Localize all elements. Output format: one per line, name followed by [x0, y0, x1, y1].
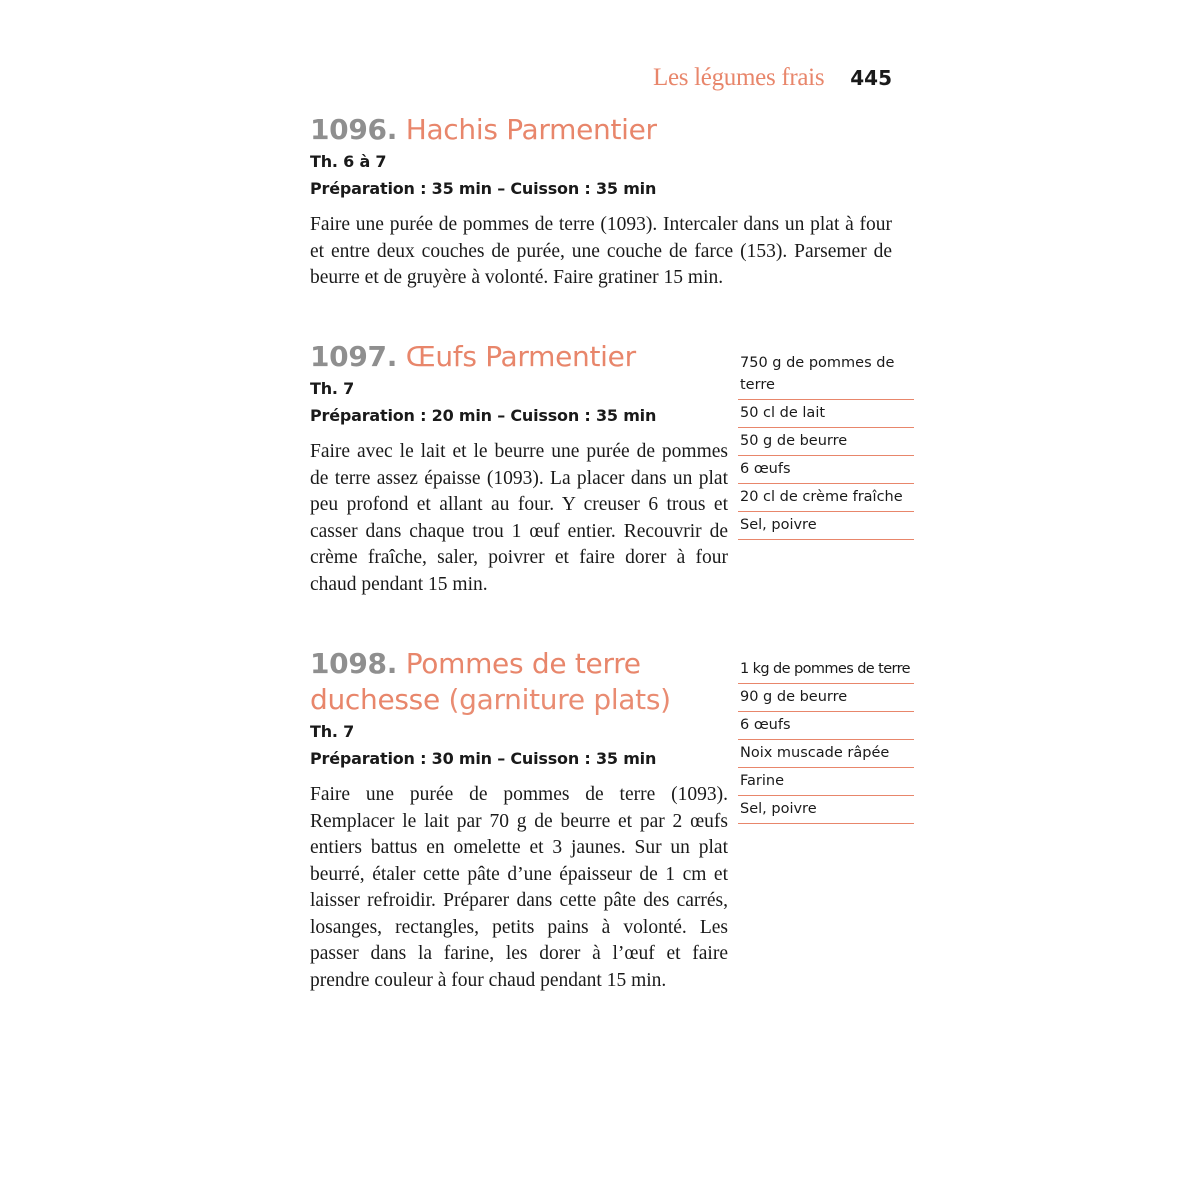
ingredient-item: 6 œufs: [738, 456, 914, 484]
recipe-number: 1097.: [310, 340, 398, 373]
recipe-title: [310, 646, 728, 718]
prep-cook-times: Préparation : 30 min – Cuisson : 35 min: [310, 749, 657, 768]
recipe-1097: [310, 339, 728, 598]
section-title: Les légumes frais: [653, 64, 825, 91]
ingredient-item: 20 cl de crème fraîche: [738, 484, 914, 512]
recipe-number: 1098.: [310, 647, 398, 680]
oven-setting: Th. 7: [310, 722, 355, 741]
oven-setting: Th. 6 à 7: [310, 152, 387, 171]
ingredient-item: Farine: [738, 768, 914, 796]
ingredient-item: 50 g de beurre: [738, 428, 914, 456]
recipe-instructions: Faire une purée de pommes de terre (1093). Remplacer le lait par 70 g de beurre et par 2 œufs entiers battus en omelette et 3 jaunes. Sur un plat beurré, étaler cette pâte d’une épaisseur de 1 cm et laisser refroidir. Préparer dans cette pâte des carrés, losanges, rectangles, petits pains à volonté. Les passer dans la farine, les dorer à l’œuf et faire prendre couleur à four chaud pendant 15 min.: [310, 784, 728, 991]
prep-cook-times: Préparation : 20 min – Cuisson : 35 min: [310, 406, 657, 425]
ingredient-list-1098: [738, 656, 914, 824]
running-head: [560, 64, 892, 92]
recipe-title: [310, 112, 892, 148]
recipe-1096: [310, 112, 892, 292]
page-number: 445: [850, 66, 892, 90]
recipe-name: Œufs Parmentier: [405, 340, 636, 373]
recipe-instructions: Faire une purée de pommes de terre (1093). Intercaler dans un plat à four et entre deux couches de purée, une couche de farce (153). Parsemer de beurre et de gruyère à volonté. Faire gratiner 15 min.: [310, 214, 892, 288]
ingredient-item: 6 œufs: [738, 712, 914, 740]
ingredient-list-1097: [738, 350, 914, 540]
recipe-number: 1096.: [310, 113, 398, 146]
ingredient-item: 50 cl de lait: [738, 400, 914, 428]
recipe-name: Pommes de terre duchesse: [310, 647, 641, 716]
recipe-name: Hachis Parmentier: [405, 113, 657, 146]
ingredient-item: Sel, poivre: [738, 512, 914, 540]
ingredient-item: 750 g de pommes de terre: [738, 350, 914, 400]
recipe-1098: [310, 646, 728, 994]
prep-cook-times: Préparation : 35 min – Cuisson : 35 min: [310, 179, 657, 198]
ingredient-item: 90 g de beurre: [738, 684, 914, 712]
recipe-instructions: Faire avec le lait et le beurre une purée de pommes de terre assez épaisse (1093). La placer dans un plat peu profond et allant au four. Y creuser 6 trous et casser dans chaque trou 1 œuf entier. Recouvrir de crème fraîche, saler, poivrer et faire dorer à four chaud pendant 15 min.: [310, 441, 728, 595]
ingredient-item: Noix muscade râpée: [738, 740, 914, 768]
ingredient-item: 1 kg de pommes de terre: [738, 656, 914, 684]
ingredient-item: Sel, poivre: [738, 796, 914, 824]
recipe-subtitle: (garniture plats): [448, 683, 671, 716]
recipe-title: [310, 339, 728, 375]
oven-setting: Th. 7: [310, 379, 355, 398]
